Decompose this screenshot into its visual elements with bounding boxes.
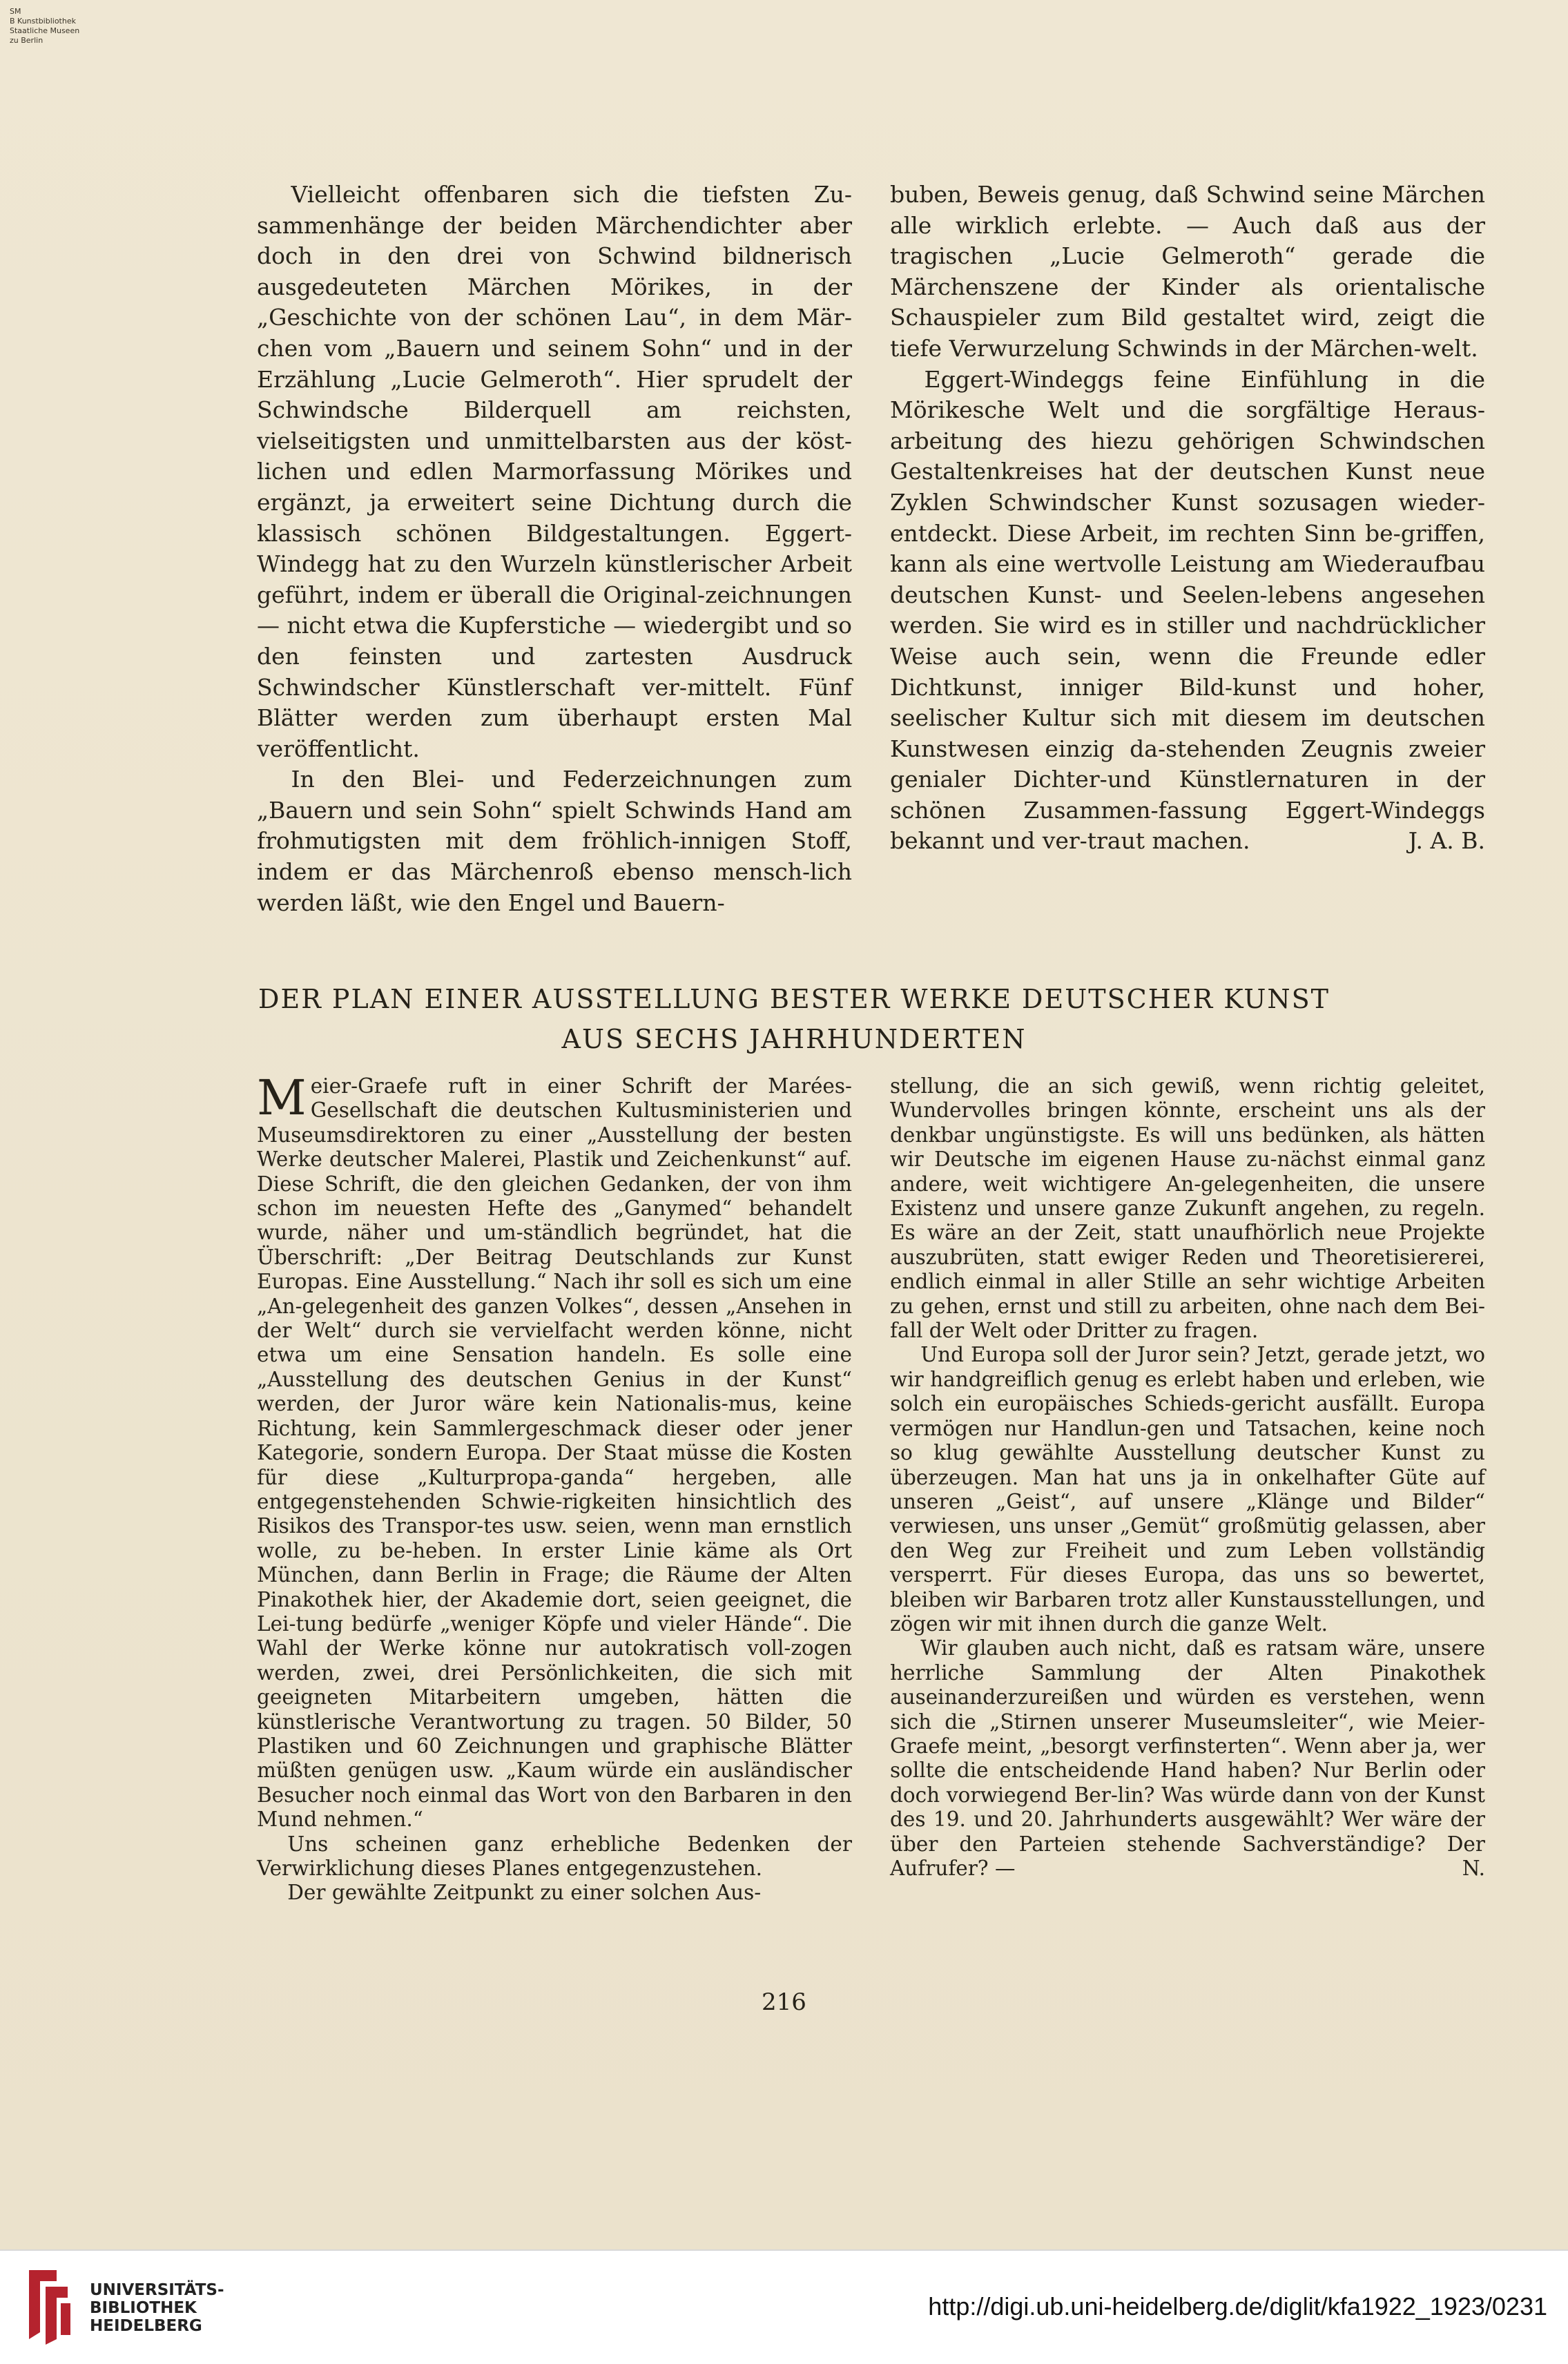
- stamp-line: B Kunstbibliothek: [10, 17, 76, 26]
- drop-cap: M: [257, 1069, 307, 1126]
- article2-right-column: [890, 1074, 1485, 1881]
- signature: J. A. B.: [1408, 827, 1485, 855]
- paragraph: Vielleicht offenbaren sich die tiefsten Zu-sammenhänge der beiden Märchendichter aber doch in den drei von Schwind bildnerisch ausgedeuteten Märchen Mörikes, in der „Geschichte von der schönen Lau“, in dem Mär-chen vom „Bauern und seinem Sohn“ und in der Erzählung „Lucie Gelmeroth“. Hier sprudelt der Schwindsche Bilderquell am reichsten, vielseitigsten und unmittelbarsten aus der köst-lichen und edlen Marmorfassung Mörikes und ergänzt, ja erweitert seine Dichtung durch die klassisch schönen Bildgestaltungen. Eggert-Windegg hat zu den Wurzeln künstlerischer Arbeit geführt, indem er überall die Original-zeichnungen — nicht etwa die Kupferstiche — wiedergibt und so den feinsten und zartesten Ausdruck Schwindscher Künstlerschaft ver-mittelt. Fünf Blätter werden zum überhaupt ersten Mal veröffentlicht.: [257, 181, 852, 762]
- logo-line: UNIVERSITÄTS-: [90, 2281, 224, 2299]
- paragraph: [890, 1636, 1485, 1881]
- paragraph: In den Blei- und Federzeichnungen zum „Bauern und sein Sohn“ spielt Schwinds Hand am frohmutigsten mit dem fröhlich-innigen Stoff, indem er das Märchenroß ebenso mensch-lich werden läßt, wie den Engel und Bauern-: [257, 766, 852, 916]
- paragraph: [890, 365, 1485, 858]
- paragraph: buben, Beweis genug, daß Schwind seine Märchen alle wirklich erlebte. — Auch daß aus der tragischen „Lucie Gelmeroth“ gerade die Märchenszene der Kinder als orientalische Schauspieler zum Bild gestaltet wird, zeigt die tiefe Verwurzelung Schwinds in der Märchen-welt.: [890, 181, 1485, 362]
- article-title-line2: AUS SECHS JAHRHUNDERTEN: [561, 1024, 1027, 1054]
- paragraph: Und Europa soll der Juror sein? Jetzt, gerade jetzt, wo wir handgreiflich genug es erlebt haben und erleben, wie solch ein europäisches Schieds-gericht ausfällt. Europa vermögen nur Handlun-gen und Tatsachen, keine noch so klug gewählte Ausstellung deutscher Kunst zu überzeugen. Man hat uns ja in onkelhafter Güte auf unseren „Geist“, auf unsere „Klänge und Bilder“ verwiesen, uns unser „Gemüt“ großmütig gelassen, aber den Weg zur Freiheit und zum Leben vollständig versperrt. Für dieses Europa, das uns so bewertet, bleiben wir Barbaren trotz aller Kunstausstellungen, und zögen wir mit ihnen durch die ganze Welt.: [890, 1343, 1485, 1636]
- stamp-line: zu Berlin: [10, 36, 43, 45]
- paragraph-text: Wir glauben auch nicht, daß es ratsam wäre, unsere herrliche Sammlung der Alten Pinakothek auseinanderzureißen und würden es verstehen, wenn sich die „Stirnen unserer Museumsleiter“, wie Meier-Graefe meint, „besorgt verfinsterten“. Wenn aber ja, wer sollte die entscheidende Hand haben? Nur Berlin oder doch vorwiegend Ber-lin? Was würde dann von der Kunst des 19. und 20. Jahrhunderts ausgewählt? Wer wäre der über den Parteien stehende Sachverständige? Der Aufrufer? —: [890, 1636, 1485, 1880]
- signature: N.: [1462, 1857, 1485, 1880]
- library-logo-icon: [15, 2263, 81, 2346]
- article1-left-column: [257, 180, 852, 918]
- page-number: 216: [762, 1988, 806, 2016]
- viewer-footer: [0, 2249, 1568, 2364]
- article-title: DER PLAN EINER AUSSTELLUNG BESTER WERKE DEUTSCHER KUNST: [258, 984, 1330, 1014]
- stamp-line: Staatliche Museen: [10, 26, 80, 35]
- stamp-line: SM: [10, 7, 21, 16]
- paragraph: stellung, die an sich gewiß, wenn richtig geleitet, Wundervolles bringen könnte, erscheint uns als der denkbar ungünstigste. Es will uns bedünken, als hätten wir Deutsche im eigenen Hause zu-nächst einmal ganz andere, weit wichtigere An-gelegenheiten, die unsere Existenz und unsere ganze Zukunft angehen, zu regeln. Es wäre an der Zeit, statt unaufhörlich neue Projekte auszubrüten, statt ewiger Reden und Theoretisiererei, endlich einmal in aller Stille an sehr wichtige Arbeiten zu gehen, ernst und still zu arbeiten, ohne nach dem Bei-fall der Welt oder Dritter zu fragen.: [890, 1074, 1485, 1343]
- paragraph-text: Eggert-Windeggs feine Einfühlung in die Mörikesche Welt und die sorgfältige Heraus-arbeitung des hiezu gehörigen Schwindschen Gestaltenkreises hat der deutschen Kunst neue Zyklen Schwindscher Kunst sozusagen wieder-entdeckt. Diese Arbeit, im rechten Sinn be-griffen, kann als eine wertvolle Leistung am Wiederaufbau deutschen Kunst- und Seelen-lebens angesehen werden. Sie wird es in stiller und nachdrücklicher Weise auch sein, wenn die Freunde edler Dichtkunst, inniger Bild-kunst und hoher, seelischer Kultur sich mit diesem im deutschen Kunstwesen einzig da-stehenden Zeugnis zweier genialer Dichter-und Künstlernaturen in der schönen Zusammen-fassung Eggert-Windeggs bekannt und ver-traut machen.: [890, 365, 1485, 855]
- paragraph: [257, 1069, 852, 1832]
- library-stamp: [10, 7, 113, 46]
- library-logo-text: [90, 2281, 224, 2335]
- paragraph: Der gewählte Zeitpunkt zu einer solchen Aus-: [287, 1881, 762, 1905]
- permalink-url[interactable]: http://digi.ub.uni-heidelberg.de/diglit/kfa1922_1923/0231: [928, 2292, 1547, 2321]
- paragraph-text: eier-Graefe ruft in einer Schrift der Marées-Gesellschaft die deutschen Kultusministerien und Museumsdirektoren zu einer „Ausstellung der besten Werke deutscher Malerei, Plastik und Zeichenkunst“ auf. Diese Schrift, die den gleichen Gedanken, der von ihm schon im neuesten Hefte des „Ganymed“ behandelt wurde, näher und um-ständlich begründet, hat die Überschrift: „Der Beitrag Deutschlands zur Kunst Europas. Eine Ausstellung.“ Nach ihr soll es sich um eine „An-gelegenheit des ganzen Volkes“, dessen „Ansehen in der Welt“ durch sie vervielfacht werden könne, nicht etwa um eine Sensation handeln. Es solle eine „Ausstellung des deutschen Genius in der Kunst“ werden, der Juror wäre kein Nationalis-mus, keine Richtung, kein Sammlergeschmack dieser oder jener Kategorie, sondern Europa. Der Staat müsse die Kosten für diese „Kulturpropa-ganda“ hergeben, alle entgegenstehenden Schwie-rigkeiten hinsichtlich des Risikos des Transpor-tes usw. seien, wenn man ernstlich wolle, zu be-heben. In erster Linie käme als Ort München, dann Berlin in Frage; die Räume der Alten Pinakothek hier, der Akademie dort, seien geeignet, die Lei-tung bedürfe „weniger Köpfe und vieler Hände“. Die Wahl der Werke könne nur autokratisch voll-zogen werden, zwei, drei Persönlichkeiten, die sich mit geeigneten Mitarbeitern umgeben, hätten die künstlerische Verantwortung zu tragen. 50 Bilder, 50 Plastiken und 60 Zeichnungen und graphische Blätter müßten genügen usw. „Kaum würde ein ausländischer Besucher noch einmal das Wort von den Barbaren in den Mund nehmen.“: [257, 1074, 852, 1832]
- logo-line: HEIDELBERG: [90, 2317, 202, 2335]
- paragraph: Uns scheinen ganz erhebliche Bedenken der Verwirklichung dieses Planes entgegenzustehen.: [257, 1832, 852, 1880]
- article2-left-column: [257, 1069, 852, 1906]
- logo-line: BIBLIOTHEK: [90, 2299, 197, 2317]
- article1-right-column: [890, 180, 1485, 857]
